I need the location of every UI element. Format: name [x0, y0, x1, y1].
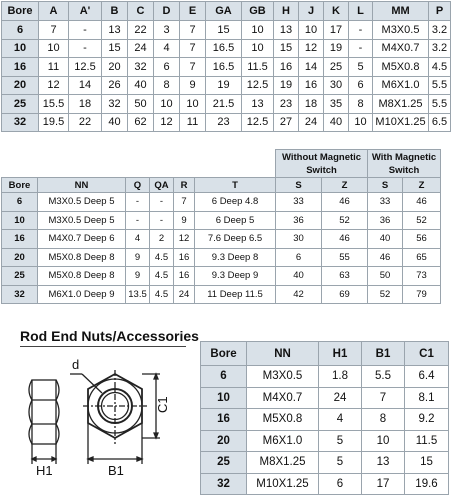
- table-cell: 18: [299, 95, 324, 114]
- column-header: GB: [242, 2, 274, 21]
- column-header: C: [128, 2, 154, 21]
- table-cell: 18: [69, 95, 102, 114]
- column-header: A': [69, 2, 102, 21]
- table-cell: 55: [322, 248, 368, 267]
- table-cell: -: [150, 193, 174, 212]
- column-header: E: [180, 2, 206, 21]
- bore-cell: 10: [201, 387, 247, 409]
- table-cell: M6X1.0: [247, 430, 319, 452]
- table-cell: 11: [180, 113, 206, 132]
- table-cell: 46: [403, 193, 441, 212]
- table-cell: 20: [102, 58, 128, 77]
- table-row: [201, 387, 449, 409]
- column-header: NN: [247, 342, 319, 366]
- column-header: H1: [319, 342, 362, 366]
- table-cell: 13: [242, 95, 274, 114]
- table-cell: 73: [403, 267, 441, 286]
- table-cell: 14: [299, 58, 324, 77]
- table2-header-row: [2, 178, 441, 193]
- table-cell: 1.8: [319, 366, 362, 388]
- table-cell: M8X1.25: [373, 95, 429, 114]
- table3-header-row: [201, 342, 449, 366]
- table-cell: -: [126, 193, 150, 212]
- table-cell: 13: [274, 21, 299, 40]
- table-cell: 6: [319, 473, 362, 495]
- table-cell: 19.5: [39, 113, 69, 132]
- bore-cell: 10: [2, 39, 39, 58]
- table-cell: 9: [126, 267, 150, 286]
- column-header: S: [276, 178, 322, 193]
- table-cell: 5.5: [429, 76, 451, 95]
- table-cell: 2: [150, 230, 174, 249]
- table-cell: 40: [276, 267, 322, 286]
- column-header: S: [368, 178, 403, 193]
- table-cell: M4X0.7: [373, 39, 429, 58]
- table-cell: 9.2: [405, 409, 449, 431]
- table-cell: 9.3 Deep 9: [195, 267, 276, 286]
- table-cell: M4X0.7 Deep 6: [38, 230, 126, 249]
- table-cell: M3X0.5: [247, 366, 319, 388]
- table-cell: 4.5: [150, 248, 174, 267]
- table-cell: -: [69, 39, 102, 58]
- table-cell: 19: [324, 39, 349, 58]
- table-cell: 52: [403, 211, 441, 230]
- table-cell: 15: [274, 39, 299, 58]
- column-header: J: [299, 2, 324, 21]
- dimension-table-2: [1, 149, 441, 304]
- table-cell: 30: [276, 230, 322, 249]
- table-cell: 5: [349, 58, 373, 77]
- table-cell: 32: [102, 95, 128, 114]
- table-cell: 24: [174, 285, 195, 304]
- table-cell: 12: [174, 230, 195, 249]
- column-header: A: [39, 2, 69, 21]
- table-cell: 36: [368, 211, 403, 230]
- table-cell: 11.5: [405, 430, 449, 452]
- bore-cell: 20: [2, 76, 39, 95]
- column-header: B: [102, 2, 128, 21]
- table-cell: 10: [299, 21, 324, 40]
- table-cell: 10: [180, 95, 206, 114]
- table-cell: M8X1.25: [247, 452, 319, 474]
- table-cell: 52: [322, 211, 368, 230]
- bore-cell: 25: [2, 267, 38, 286]
- table-cell: 16: [274, 58, 299, 77]
- column-header: D: [154, 2, 180, 21]
- table-cell: 6.4: [405, 366, 449, 388]
- table-cell: 22: [128, 21, 154, 40]
- column-header: Z: [322, 178, 368, 193]
- label-c1: C1: [155, 396, 170, 413]
- table-cell: 8: [362, 409, 405, 431]
- table-cell: 4: [154, 39, 180, 58]
- table-cell: 14: [69, 76, 102, 95]
- bore-cell: 25: [201, 452, 247, 474]
- table-cell: M5X0.8: [373, 58, 429, 77]
- column-header: B1: [362, 342, 405, 366]
- table-cell: 10: [242, 21, 274, 40]
- table-row: [2, 267, 441, 286]
- table-cell: 12.5: [242, 113, 274, 132]
- table-cell: 50: [128, 95, 154, 114]
- table-row: [2, 230, 441, 249]
- table-cell: 4.5: [150, 267, 174, 286]
- table-cell: 7: [362, 387, 405, 409]
- table-cell: 8.1: [405, 387, 449, 409]
- table-cell: M4X0.7: [247, 387, 319, 409]
- table-cell: 15: [102, 39, 128, 58]
- table-cell: 23: [206, 113, 242, 132]
- table-cell: 4.5: [429, 58, 451, 77]
- group-with-magnetic-switch: With Magnetic Switch: [368, 150, 441, 178]
- table-cell: 11: [39, 58, 69, 77]
- table-cell: 17: [324, 21, 349, 40]
- table2-group-row: [2, 150, 441, 178]
- label-h1: H1: [36, 463, 53, 477]
- table-cell: 22: [69, 113, 102, 132]
- table-cell: 13: [362, 452, 405, 474]
- bore-cell: 32: [2, 285, 38, 304]
- table-cell: 62: [128, 113, 154, 132]
- nut-drawing: [10, 352, 190, 477]
- table-cell: 52: [368, 285, 403, 304]
- table-cell: 33: [276, 193, 322, 212]
- label-d: d: [72, 357, 80, 372]
- table-cell: 16.5: [206, 58, 242, 77]
- table-cell: 4: [126, 230, 150, 249]
- table-row: [2, 21, 451, 40]
- table-cell: 65: [403, 248, 441, 267]
- column-header: Bore: [201, 342, 247, 366]
- table-cell: 7: [174, 193, 195, 212]
- table-cell: 12: [299, 39, 324, 58]
- table-cell: 10: [349, 113, 373, 132]
- table-cell: 36: [276, 211, 322, 230]
- table-row: [2, 211, 441, 230]
- table-cell: 9: [180, 76, 206, 95]
- bore-cell: 6: [2, 21, 39, 40]
- table-cell: 9: [126, 248, 150, 267]
- column-header: Bore: [2, 178, 38, 193]
- table-cell: 24: [299, 113, 324, 132]
- table-cell: M5X0.8: [247, 409, 319, 431]
- table-cell: 25: [324, 58, 349, 77]
- column-header: K: [324, 2, 349, 21]
- bore-cell: 32: [201, 473, 247, 495]
- table-cell: M6X1.0 Deep 9: [38, 285, 126, 304]
- table-cell: 6: [349, 76, 373, 95]
- table-cell: 10: [362, 430, 405, 452]
- table-cell: -: [349, 39, 373, 58]
- table-cell: 40: [368, 230, 403, 249]
- table-cell: -: [69, 21, 102, 40]
- column-header: GA: [206, 2, 242, 21]
- column-header: L: [349, 2, 373, 21]
- bore-cell: 20: [2, 248, 38, 267]
- table-cell: 11 Deep 11.5: [195, 285, 276, 304]
- table-cell: 17: [362, 473, 405, 495]
- table-cell: 27: [274, 113, 299, 132]
- table-row: [2, 95, 451, 114]
- table-cell: -: [349, 21, 373, 40]
- column-header: P: [429, 2, 451, 21]
- table-cell: 4: [319, 409, 362, 431]
- table-cell: 19: [274, 76, 299, 95]
- table-cell: 10: [242, 39, 274, 58]
- table-cell: M3X0.5 Deep 5: [38, 193, 126, 212]
- column-header: H: [274, 2, 299, 21]
- table-cell: 24: [128, 39, 154, 58]
- table-cell: 46: [368, 248, 403, 267]
- column-header: Q: [126, 178, 150, 193]
- table-row: [2, 285, 441, 304]
- table-cell: -: [126, 211, 150, 230]
- table-cell: 7: [39, 21, 69, 40]
- table-cell: 40: [102, 113, 128, 132]
- table-cell: M5X0.8 Deep 8: [38, 267, 126, 286]
- table-cell: 3.2: [429, 21, 451, 40]
- bore-cell: 16: [2, 58, 39, 77]
- rod-end-nut-table: [200, 341, 449, 495]
- table-cell: 16.5: [206, 39, 242, 58]
- table-cell: M10X1.25: [373, 113, 429, 132]
- table-cell: 15: [405, 452, 449, 474]
- table-cell: 13.5: [126, 285, 150, 304]
- table-row: [2, 39, 451, 58]
- table-cell: 30: [324, 76, 349, 95]
- bore-cell: 25: [2, 95, 39, 114]
- table-cell: 5.5: [429, 95, 451, 114]
- table-cell: M6X1.0: [373, 76, 429, 95]
- table-cell: 79: [403, 285, 441, 304]
- table-cell: 13: [102, 21, 128, 40]
- table-cell: 6: [154, 58, 180, 77]
- bore-cell: 20: [201, 430, 247, 452]
- table-cell: 33: [368, 193, 403, 212]
- column-header: Bore: [2, 2, 39, 21]
- table-cell: M10X1.25: [247, 473, 319, 495]
- table-cell: 9.3 Deep 8: [195, 248, 276, 267]
- table-cell: 3: [154, 21, 180, 40]
- table-cell: 16: [174, 248, 195, 267]
- table-cell: 6 Deep 4.8: [195, 193, 276, 212]
- column-header: T: [195, 178, 276, 193]
- table-cell: 50: [368, 267, 403, 286]
- table-cell: 12.5: [242, 76, 274, 95]
- table-cell: 15: [206, 21, 242, 40]
- table-cell: 21.5: [206, 95, 242, 114]
- table-cell: 56: [403, 230, 441, 249]
- table-row: [2, 193, 441, 212]
- table-cell: 16: [174, 267, 195, 286]
- table-cell: 19.6: [405, 473, 449, 495]
- table-cell: 12: [39, 76, 69, 95]
- table-row: [201, 430, 449, 452]
- table-row: [201, 366, 449, 388]
- table-cell: 40: [128, 76, 154, 95]
- group-without-magnetic-switch: Without Magnetic Switch: [276, 150, 368, 178]
- table-cell: 40: [324, 113, 349, 132]
- bore-cell: 32: [2, 113, 39, 132]
- table-cell: 42: [276, 285, 322, 304]
- table-cell: 12.5: [69, 58, 102, 77]
- table-cell: 10: [154, 95, 180, 114]
- table-row: [2, 76, 451, 95]
- table-cell: 26: [102, 76, 128, 95]
- table-cell: 24: [319, 387, 362, 409]
- table-cell: 10: [39, 39, 69, 58]
- bore-cell: 10: [2, 211, 38, 230]
- table-cell: 5: [319, 452, 362, 474]
- table-cell: 3.2: [429, 39, 451, 58]
- table-cell: 5: [319, 430, 362, 452]
- table-cell: 32: [128, 58, 154, 77]
- table-cell: M5X0.8 Deep 8: [38, 248, 126, 267]
- bore-cell: 6: [201, 366, 247, 388]
- table-cell: 19: [206, 76, 242, 95]
- table-cell: -: [150, 211, 174, 230]
- table-cell: 7.6 Deep 6.5: [195, 230, 276, 249]
- nut-front-view: [70, 370, 160, 464]
- table-cell: 5.5: [362, 366, 405, 388]
- column-header: NN: [38, 178, 126, 193]
- table-cell: 7: [180, 21, 206, 40]
- table-row: [2, 113, 451, 132]
- table-cell: M3X0.5 Deep 5: [38, 211, 126, 230]
- table-cell: 46: [322, 193, 368, 212]
- table-row: [201, 452, 449, 474]
- table-cell: 9: [174, 211, 195, 230]
- label-b1: B1: [108, 463, 124, 477]
- table-cell: 12: [154, 113, 180, 132]
- column-header: C1: [405, 342, 449, 366]
- table1-header-row: [2, 2, 451, 21]
- table-cell: 35: [324, 95, 349, 114]
- accessories-title: Rod End Nuts/Accessories: [20, 328, 199, 344]
- bore-cell: 16: [201, 409, 247, 431]
- table-cell: 23: [274, 95, 299, 114]
- table-cell: 11.5: [242, 58, 274, 77]
- column-header: QA: [150, 178, 174, 193]
- table-row: [2, 58, 451, 77]
- table-row: [201, 473, 449, 495]
- table-cell: 63: [322, 267, 368, 286]
- column-header: MM: [373, 2, 429, 21]
- table-row: [201, 409, 449, 431]
- nut-side-view: [29, 380, 59, 464]
- title-underline: [20, 346, 186, 347]
- column-header: R: [174, 178, 195, 193]
- table-cell: 6: [276, 248, 322, 267]
- bore-cell: 6: [2, 193, 38, 212]
- table-cell: 7: [180, 58, 206, 77]
- table-cell: 8: [154, 76, 180, 95]
- table-cell: 4.5: [150, 285, 174, 304]
- table-cell: 16: [299, 76, 324, 95]
- table-cell: 6.5: [429, 113, 451, 132]
- bore-cell: 16: [2, 230, 38, 249]
- table-cell: 15.5: [39, 95, 69, 114]
- dimension-table-1: [1, 1, 451, 132]
- table-cell: 46: [322, 230, 368, 249]
- table-cell: 6 Deep 5: [195, 211, 276, 230]
- table-cell: 8: [349, 95, 373, 114]
- table-row: [2, 248, 441, 267]
- table-cell: M3X0.5: [373, 21, 429, 40]
- table-cell: 69: [322, 285, 368, 304]
- column-header: Z: [403, 178, 441, 193]
- table-cell: 7: [180, 39, 206, 58]
